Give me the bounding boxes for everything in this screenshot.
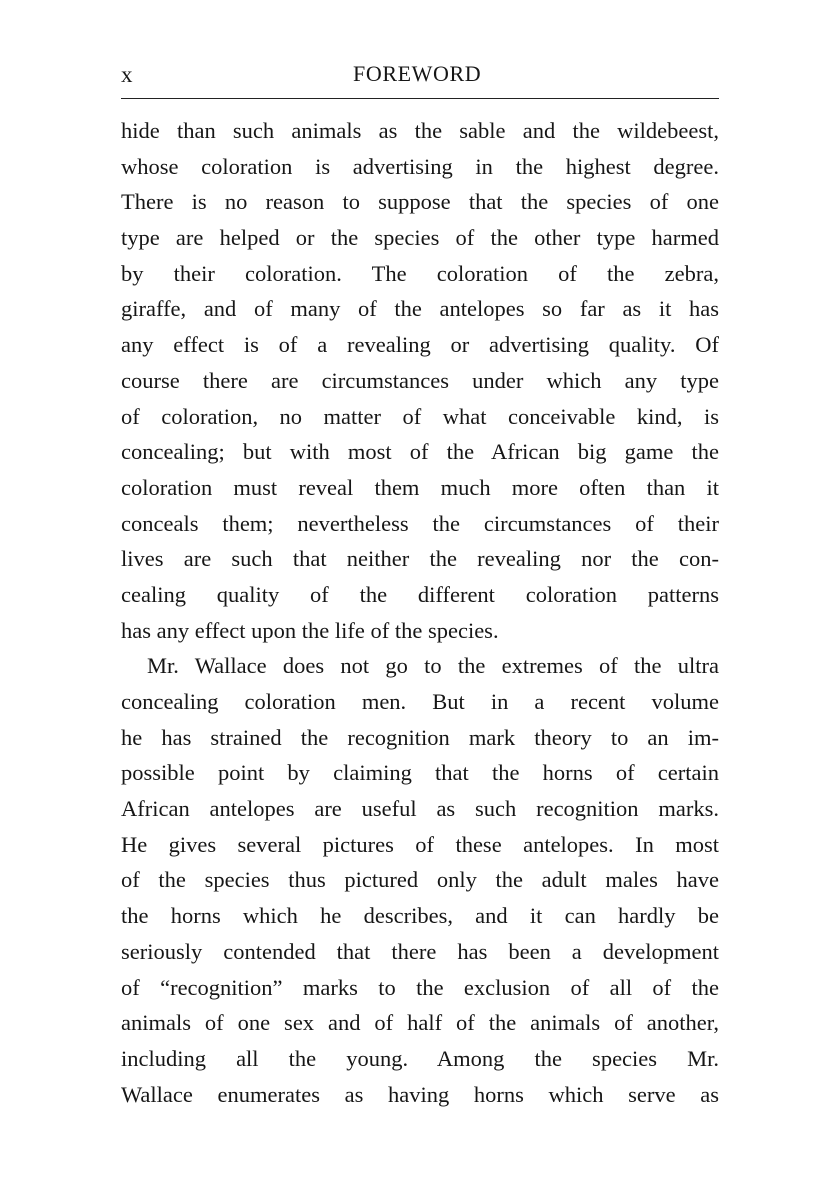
- text-line: He gives several pictures of these antelopes. In most: [121, 831, 719, 857]
- text-line: the horns which he describes, and it can hardly be: [121, 903, 719, 929]
- text-line: of the species thus pictured only the adult males have: [121, 867, 719, 893]
- text-line: concealing; but with most of the African big game the: [121, 439, 719, 465]
- text-line: Wallace enumerates as having horns which serve as: [121, 1081, 719, 1107]
- text-line: animals of one sex and of half of the animals of another,: [121, 1010, 719, 1036]
- text-line: concealing coloration men. But in a recent volume: [121, 689, 719, 714]
- text-line: African antelopes are useful as such recognition marks.: [121, 796, 719, 822]
- header-rule: [121, 98, 719, 99]
- text-line: including all the young. Among the species Mr.: [121, 1045, 719, 1071]
- text-line: course there are circumstances under which any type: [121, 367, 719, 393]
- text-line: whose coloration is advertising in the highest degree.: [121, 153, 719, 179]
- text-line: of “recognition” marks to the exclusion of all of the: [121, 974, 719, 1000]
- text-line: coloration must reveal them much more often than it: [121, 474, 719, 500]
- text-line: giraffe, and of many of the antelopes so far as it has: [121, 296, 719, 322]
- text-line: any effect is of a revealing or advertising quality. Of: [121, 332, 719, 358]
- page-header: [121, 58, 719, 90]
- text-line: conceals them; nevertheless the circumstances of their: [121, 510, 719, 536]
- body-text: [121, 113, 719, 1112]
- text-line: hide than such animals as the sable and the wildebeest,: [121, 118, 719, 143]
- text-line: cealing quality of the different coloration patterns: [121, 581, 719, 607]
- text-line: of coloration, no matter of what conceivable kind, is: [121, 403, 719, 429]
- text-line: type are helped or the species of the other type harmed: [121, 225, 719, 251]
- text-line: he has strained the recognition mark theory to an im-: [121, 724, 719, 750]
- text-line: seriously contended that there has been a development: [121, 938, 719, 964]
- text-line: There is no reason to suppose that the species of one: [121, 189, 719, 215]
- text-line: possible point by claiming that the horns of certain: [121, 760, 719, 786]
- paragraph-first-line: Mr. Wallace does not go to the extremes of the ultra: [147, 653, 719, 679]
- text-line: lives are such that neither the revealing nor the con-: [121, 546, 719, 572]
- text-line: by their coloration. The coloration of the zebra,: [121, 260, 719, 286]
- paragraph-last-line: has any effect upon the life of the species.: [121, 617, 499, 643]
- page-number: x: [121, 62, 133, 87]
- running-head: FOREWORD: [353, 61, 482, 86]
